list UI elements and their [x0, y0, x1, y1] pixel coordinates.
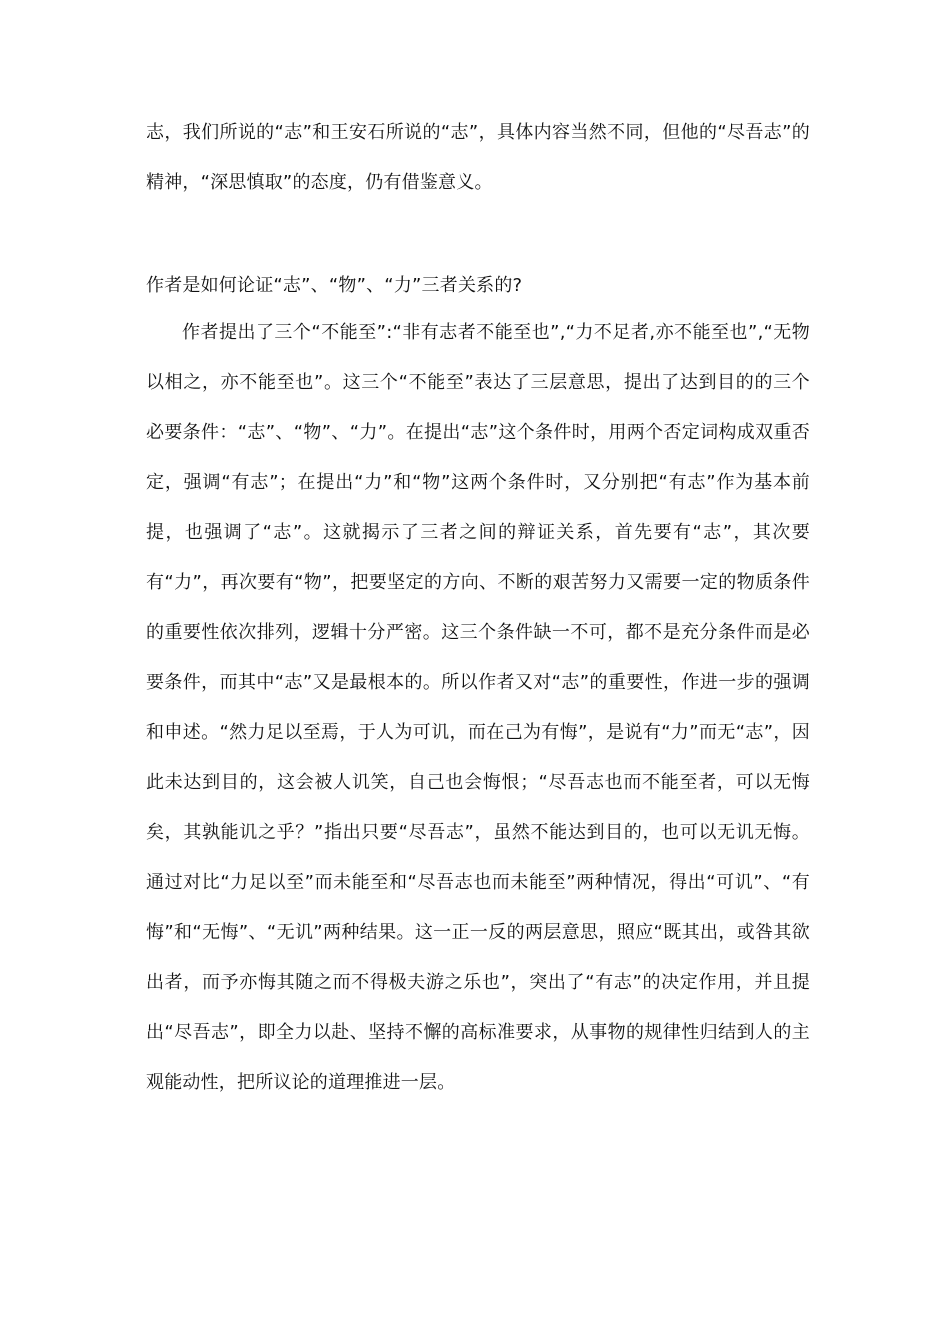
answer-paragraph: 作者提出了三个“不能至”:“非有志者不能至也”,“力不足者,亦不能至也”,“无物以相之，亦不能至也”。这三个“不能至”表达了三层意思，提出了达到目的的三个必要条件：“志”、“物”、“力”。在提出“志”这个条件时，用两个否定词构成双重否定，强调“有志”；在提出“力”和“物”这两个条件时，又分别把“有志”作为基本前提，也强调了“志”。这就揭示了三者之间的辩证关系，首先要有“志”，其次要有“力”，再次要有“物”，把要坚定的方向、不断的艰苦努力又需要一定的物质条件的重要性依次排列，逻辑十分严密。这三个条件缺一不可，都不是充分条件而是必要条件，而其中“志”又是最根本的。所以作者又对“志”的重要性，作进一步的强调和申述。“然力足以至焉，于人为可讥，而在己为有悔”，是说有“力”而无“志”，因此未达到目的，这会被人讥笑，自己也会悔恨；“尽吾志也而不能至者，可以无悔矣，其孰能讥之乎？”指出只要“尽吾志”，虽然不能达到目的，也可以无讥无悔。通过对比“力足以至”而未能至和“尽吾志也而未能至”两种情况，得出“可讥”、“有悔”和“无悔”、“无讥”两种结果。这一正一反的两层意思，照应“既其出，或咎其欲出者，而予亦悔其随之而不得极夫游之乐也”，突出了“有志”的决定作用，并且提出“尽吾志”，即全力以赴、坚持不懈的高标准要求，从事物的规律性归结到人的主观能动性，把所议论的道理推进一层。	[146, 322, 810, 1093]
intro-paragraph: 志，我们所说的“志”和王安石所说的“志”，具体内容当然不同，但他的“尽吾志”的精神，“深思慎取”的态度，仍有借鉴意义。	[146, 122, 810, 193]
question-heading	[146, 266, 810, 306]
intro-paragraph-block	[146, 108, 810, 208]
answer-paragraph-block	[146, 308, 810, 1108]
question-text: 作者是如何论证“志”、“物”、“力”三者关系的?	[146, 275, 523, 296]
